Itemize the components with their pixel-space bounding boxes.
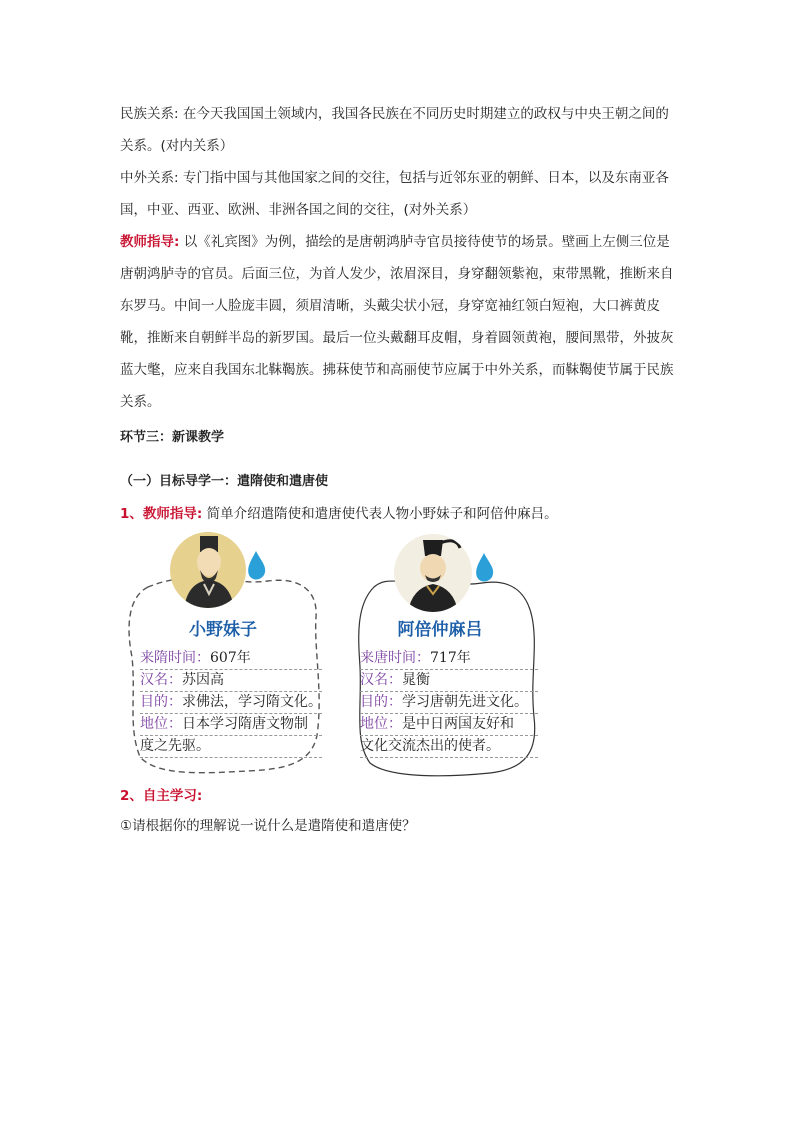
row-label: 目的： — [140, 694, 182, 710]
card-info — [360, 648, 538, 758]
row-value: 717年 — [430, 650, 471, 666]
info-row — [140, 714, 322, 736]
item-1-text: 简单介绍遣隋使和遣唐使代表人物小野妹子和阿倍仲麻吕。 — [202, 506, 558, 522]
row-value: 度之先驱。 — [140, 738, 210, 754]
card-name: 小野妹子 — [189, 620, 257, 640]
water-drop-icon — [248, 551, 265, 580]
row-value: 苏因高 — [182, 672, 224, 688]
row-value: 607年 — [210, 650, 251, 666]
info-row — [140, 648, 322, 670]
section-title — [120, 422, 680, 454]
teacher-guide-text: 以《礼宾图》为例，描绘的是唐朝鸿胪寺官员接待使节的场景。壁画上左侧三位是唐朝鸿胪寺的官员。后面三位，为首人发少，浓眉深目，身穿翻领紫袍，束带黑靴，推断来自东罗马。中间一人脸庞丰圆，须眉清晰，头戴尖状小冠，身穿宽袖红领白短袍，大口裤黄皮靴，推断来自朝鲜半岛的新罗国。最后一位头戴翻耳皮帽，身着圆领黄袍，腰间黑带，外披灰蓝大氅，应来自我国东北靺鞨族。拂菻使节和高丽使节应属于中外关系，而靺鞨使节属于民族关系。 — [120, 234, 674, 410]
row-label: 汉名： — [360, 672, 402, 688]
portrait-ono-no-imoko — [170, 532, 246, 608]
row-label: 汉名： — [140, 672, 182, 688]
row-value: 是中日两国友好和 — [402, 716, 514, 732]
row-value: 日本学习隋唐文物制 — [182, 716, 308, 732]
paragraph-foreign-relations — [120, 162, 680, 226]
paragraph-teacher-guide — [120, 226, 680, 418]
row-value: 文化交流杰出的使者。 — [360, 738, 500, 754]
info-row — [360, 692, 538, 714]
item-1 — [120, 498, 680, 530]
row-label: 来唐时间： — [360, 650, 430, 666]
card-abe-no-nakamaro — [350, 527, 545, 782]
water-drop-icon — [476, 553, 493, 582]
section-title-text: 环节三：新课教学 — [120, 430, 225, 445]
row-value: 晁衡 — [402, 672, 430, 688]
item-1-label: 1、教师指导: — [120, 506, 203, 522]
row-label: 地位： — [360, 716, 402, 732]
card-name: 阿倍仲麻吕 — [397, 620, 483, 640]
teacher-guide-label: 教师指导: — [120, 234, 180, 250]
info-row — [360, 648, 538, 670]
row-value: 求佛法，学习隋文化。 — [182, 694, 322, 710]
row-value: 学习唐朝先进文化。 — [402, 694, 528, 710]
paragraph-ethnic-relations — [120, 98, 680, 162]
question-1-text: ①请根据你的理解说一说什么是遣隋使和遣唐使？ — [120, 818, 416, 834]
section-subtitle — [120, 466, 680, 498]
ethnic-relations-text: 民族关系: 在今天我国国土领域内，我国各民族在不同历史时期建立的政权与中央王朝之间的关系。(对内关系） — [120, 106, 669, 154]
info-row — [360, 736, 538, 758]
row-label: 目的： — [360, 694, 402, 710]
item-2-label: 2、自主学习: — [120, 788, 203, 804]
row-label: 来隋时间： — [140, 650, 210, 666]
foreign-relations-text: 中外关系: 专门指中国与其他国家之间的交往，包括与近邻东亚的朝鲜、日本，以及东南亚各国，中亚、西亚、欧洲、非洲各国之间的交往，(对外关系） — [120, 170, 669, 218]
info-row — [140, 670, 322, 692]
info-row — [140, 692, 322, 714]
card-ono-no-imoko — [118, 527, 328, 777]
info-row — [360, 670, 538, 692]
row-label: 地位： — [140, 716, 182, 732]
info-row — [360, 714, 538, 736]
info-row — [140, 736, 322, 758]
card-info — [140, 648, 322, 758]
item-2 — [120, 780, 680, 812]
portrait-abe-no-nakamaro — [394, 534, 472, 612]
question-1 — [120, 810, 680, 842]
section-subtitle-text: （一）目标导学一：遣隋使和遣唐使 — [120, 474, 329, 489]
